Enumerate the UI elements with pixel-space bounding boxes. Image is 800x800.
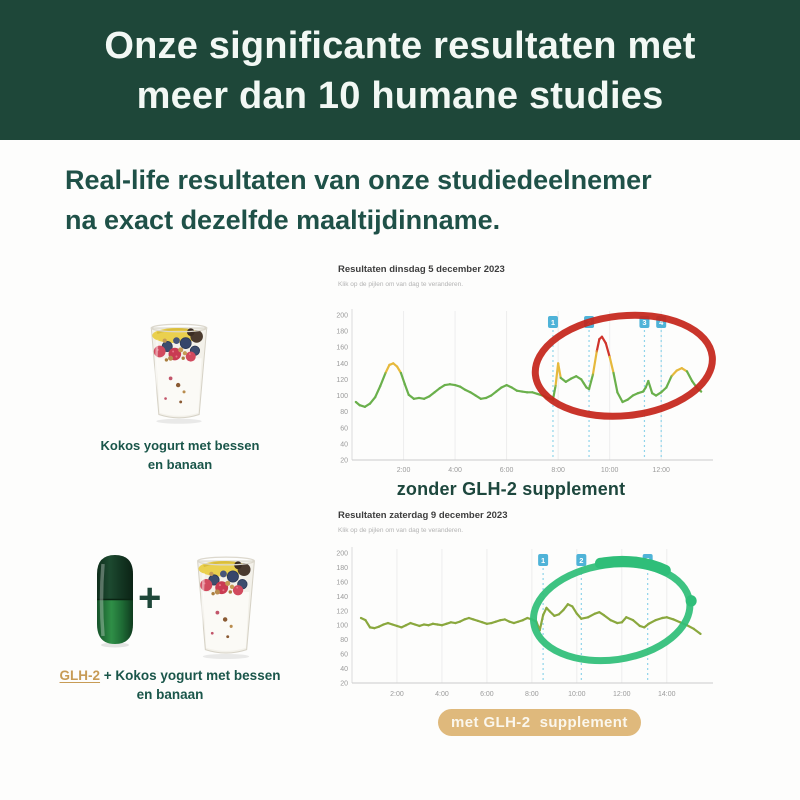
meal-caption-bottom-line1-rest: + Kokos yogurt met bessen xyxy=(100,668,281,683)
svg-text:20: 20 xyxy=(340,680,348,688)
svg-text:40: 40 xyxy=(340,441,348,449)
svg-text:60: 60 xyxy=(340,651,348,659)
meal-caption-bottom-line1 xyxy=(40,666,300,685)
chart1-caption: zonder GLH-2 supplement xyxy=(396,479,626,499)
yogurt-cup-image-top xyxy=(137,314,221,426)
meal-caption-top xyxy=(80,436,280,474)
meal-marker-number: 2 xyxy=(586,317,592,327)
svg-text:6:00: 6:00 xyxy=(480,691,494,698)
meal-marker-number: 3 xyxy=(642,317,647,327)
svg-text:40: 40 xyxy=(340,666,348,674)
svg-text:20: 20 xyxy=(340,457,348,465)
svg-text:12:00: 12:00 xyxy=(613,691,631,698)
meal-caption-bottom-line2: en banaan xyxy=(136,687,204,702)
svg-text:180: 180 xyxy=(336,564,348,572)
meal-caption-bottom xyxy=(40,666,300,704)
yogurt-cup-image-bottom xyxy=(183,547,269,661)
plus-icon: + xyxy=(138,576,162,620)
svg-text:4:00: 4:00 xyxy=(448,467,462,474)
svg-text:180: 180 xyxy=(336,328,348,336)
svg-text:80: 80 xyxy=(340,409,348,417)
svg-text:140: 140 xyxy=(336,593,348,601)
svg-text:80: 80 xyxy=(340,637,348,645)
chart1-title: Resultaten dinsdag 5 december 2023 xyxy=(338,264,505,275)
chart2-subtitle: Klik op de pijlen om van dag te veranderen. xyxy=(338,527,464,534)
meal-marker-number: 2 xyxy=(579,555,584,565)
svg-text:2:00: 2:00 xyxy=(390,691,404,698)
header-banner xyxy=(0,0,800,140)
meal-marker-number: 1 xyxy=(550,317,556,327)
intro-line2: na exact dezelfde maaltijdinname. xyxy=(65,205,501,235)
chart1-subtitle: Klik op de pijlen om van dag te veranderen. xyxy=(338,281,464,288)
svg-text:4:00: 4:00 xyxy=(435,691,449,698)
header-title-line1: Onze significante resultaten met xyxy=(104,25,696,67)
intro-line1: Real-life resultaten van onze studiedeelnemer xyxy=(65,165,652,195)
svg-text:14:00: 14:00 xyxy=(658,691,676,698)
svg-text:8:00: 8:00 xyxy=(525,691,539,698)
glh2-link[interactable]: GLH-2 xyxy=(59,668,101,683)
glucose-chart-with-supplement xyxy=(330,538,720,706)
svg-text:160: 160 xyxy=(336,579,348,587)
svg-text:8:00: 8:00 xyxy=(551,467,565,474)
svg-text:10:00: 10:00 xyxy=(568,691,586,698)
svg-text:100: 100 xyxy=(336,622,348,630)
svg-text:200: 200 xyxy=(336,312,348,320)
meal-marker-number: 3 xyxy=(645,555,650,565)
chart2-title: Resultaten zaterdag 9 december 2023 xyxy=(338,510,508,521)
svg-text:12:00: 12:00 xyxy=(652,467,670,474)
meal-marker-number: 1 xyxy=(541,555,546,565)
meal-caption-top-line2: en banaan xyxy=(147,457,213,472)
supplement-badge: met GLH-2 supplement xyxy=(438,709,641,736)
svg-text:60: 60 xyxy=(340,425,348,433)
svg-text:2:00: 2:00 xyxy=(396,467,411,474)
meal-caption-top-line1: Kokos yogurt met bessen xyxy=(100,438,260,453)
glh2-capsule-image xyxy=(93,552,137,648)
svg-text:100: 100 xyxy=(336,393,348,401)
glucose-chart-without-supplement xyxy=(330,300,720,480)
header-title-line2: meer dan 10 humane studies xyxy=(136,75,664,117)
svg-text:6:00: 6:00 xyxy=(499,467,514,474)
svg-text:140: 140 xyxy=(336,360,348,368)
intro-text xyxy=(65,160,745,240)
svg-text:160: 160 xyxy=(336,344,348,352)
meal-marker-number: 4 xyxy=(659,317,664,327)
svg-text:10:00: 10:00 xyxy=(600,467,619,474)
svg-text:120: 120 xyxy=(336,376,348,384)
svg-text:120: 120 xyxy=(336,608,348,616)
svg-text:200: 200 xyxy=(336,550,348,558)
